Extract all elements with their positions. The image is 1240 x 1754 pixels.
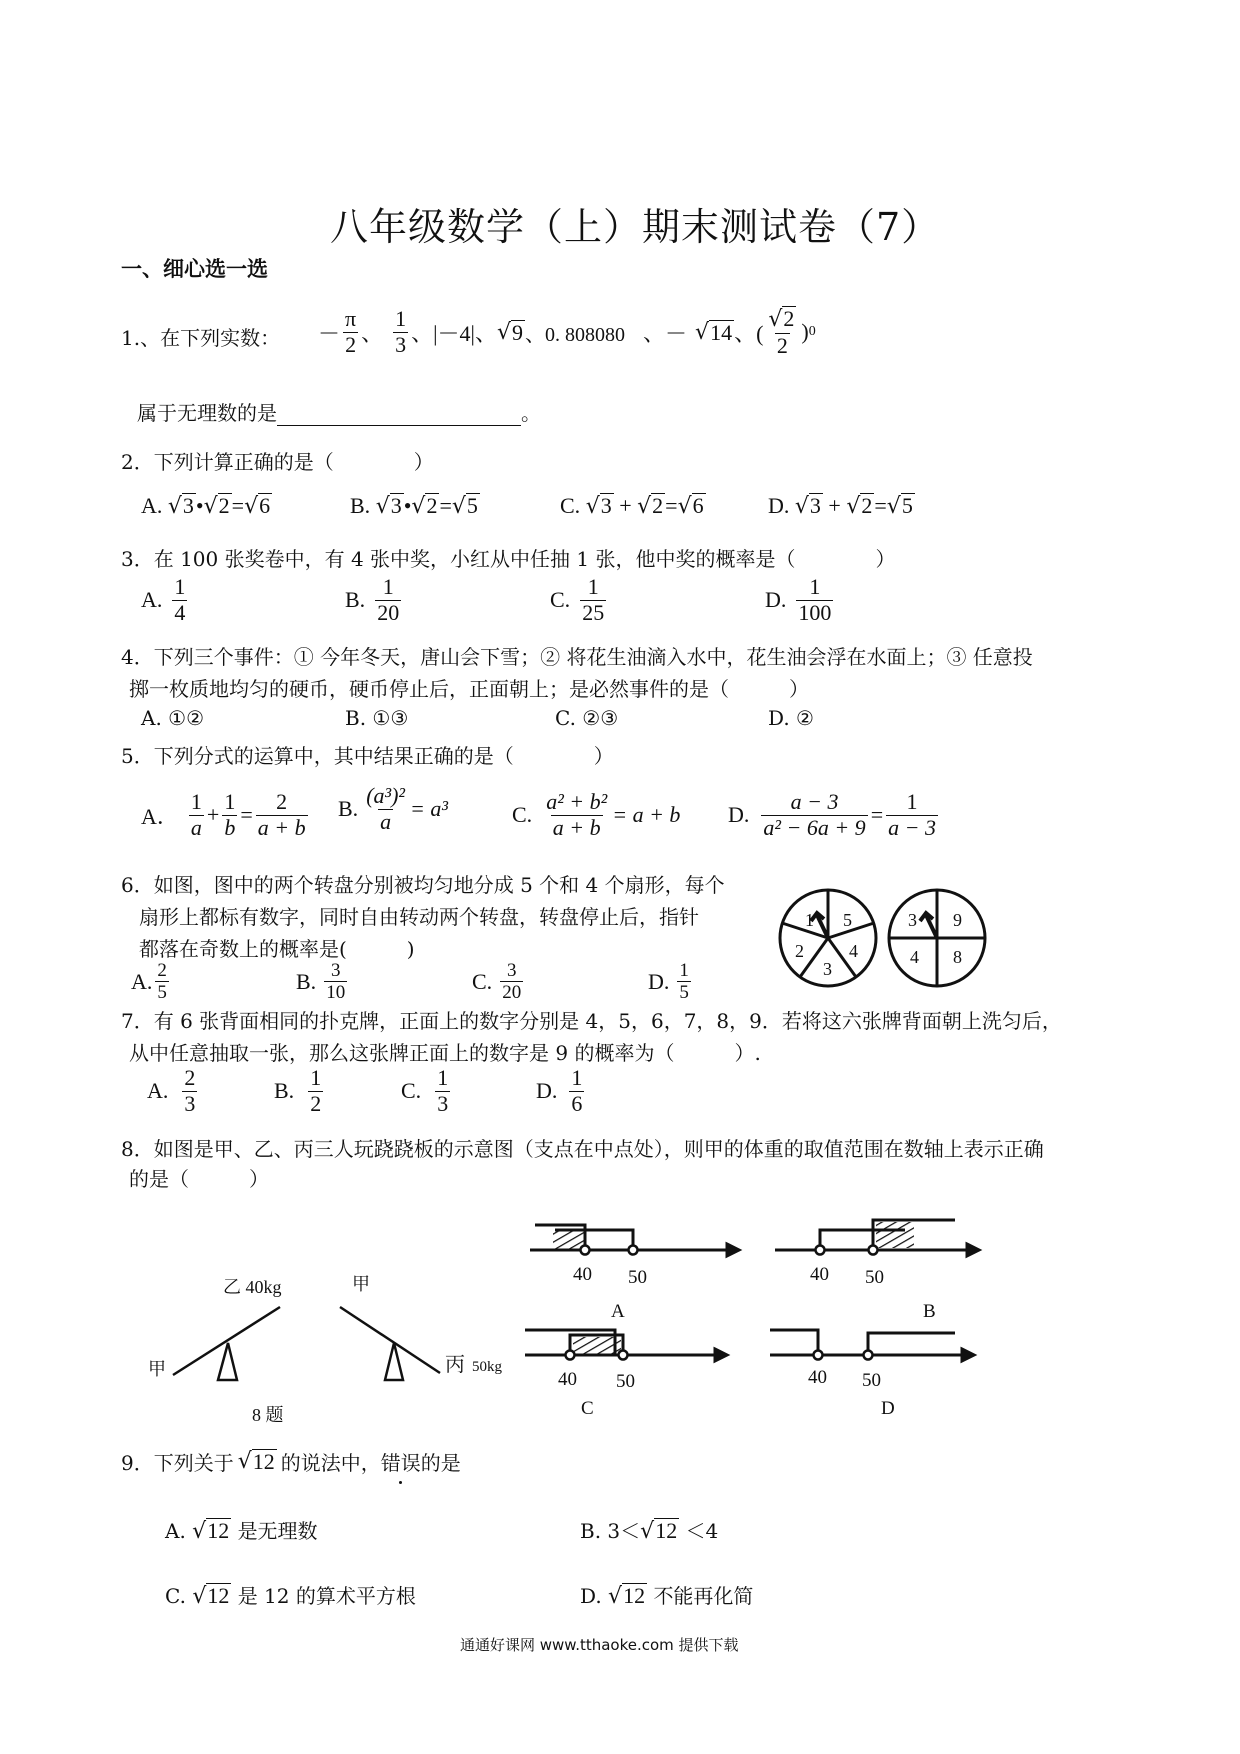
axis-tick-40: 40 [808, 1367, 827, 1388]
q5-option-d: D. $\frac{a - 3}{\text{a² − 6a + 9}}$ = $\frac{1}{a - 3}$ [728, 789, 936, 840]
q4-option-b: B. ①③ [345, 706, 409, 730]
q7-line2: 从中任意抽取一张，那么这张牌正面上的数字是 9 的概率为（ ）. [129, 1041, 761, 1065]
q7-option-d: D. $\frac{1}{6}$ [536, 1065, 583, 1116]
q3-stem: 3．在 100 张奖卷中，有 4 张中奖，小红从中任抽 1 张，他中奖的概率是（ ） [121, 547, 896, 571]
q9-option-c: C. √12 是 12 的算术平方根 [165, 1583, 416, 1609]
spinner-four [889, 890, 985, 986]
seesaw-jia-left: 甲 [148, 1359, 166, 1379]
q2-option-a: A. √3•√2=√6 [141, 493, 271, 519]
axis-tick-50: 50 [862, 1370, 881, 1391]
q6-option-b: B. $\frac{3}{10}$ [296, 960, 346, 1004]
seesaw-jia-right: 甲 [352, 1274, 370, 1294]
q7-option-c: C. $\frac{1}{3}$ [401, 1065, 449, 1116]
q3-option-c: C. $\frac{1}{25}$ [550, 574, 605, 625]
q2-option-d: D. √3 + √2=√5 [768, 493, 913, 519]
q6-line3: 都落在奇数上的概率是( ) [139, 937, 415, 961]
axis-tick-50: 50 [628, 1267, 647, 1288]
q4-line2: 掷一枚质地均匀的硬币，硬币停止后，正面朝上；是必然事件的是（ ） [129, 677, 809, 701]
q1-frac-third: $\frac{1}{3}$ [395, 306, 407, 357]
axis-tick-50: 50 [616, 1371, 635, 1392]
q5-stem: 5．下列分式的运算中，其中结果正确的是（ ） [121, 744, 614, 768]
axis-tick-40: 40 [573, 1264, 592, 1285]
q7-option-a: A. $\frac{2}{3}$ [147, 1065, 196, 1116]
q6-option-a: A. $\frac{2}{5}$ [131, 960, 167, 1004]
spinner1-sector: 4 [849, 941, 858, 961]
q3-option-d: D. $\frac{1}{100}$ [765, 574, 832, 625]
option-label-a: A [611, 1301, 625, 1322]
q1-frac-pi: $\frac{\pi}{2}$ [345, 306, 357, 357]
q3-option-a: A. $\frac{1}{4}$ [141, 574, 186, 625]
q2-option-c: C. √3 + √2=√6 [560, 493, 704, 519]
seesaw-bing: 丙 [445, 1354, 465, 1376]
section-heading: 一、细心选一选 [121, 257, 268, 281]
q1-numbers: － $\frac{\pi}{2}$ 、 $\frac{1}{3}$ 、 |－4| 、 √ 9 、0. 808080 、－ √ 14 、( $\frac{√2}{2}$ ) 0 [318, 306, 816, 358]
option-label-c: C [581, 1398, 594, 1419]
spinner2-sector: 3 [908, 910, 917, 930]
spinner1-sector: 3 [823, 959, 832, 979]
q2-option-b: B. √3•√2=√5 [350, 493, 478, 519]
option-label-b: B [923, 1301, 936, 1322]
spinner-figure [775, 885, 1025, 995]
footer-credit: 通通好课网 www.tthaoke.com 提供下载 [460, 1636, 739, 1654]
spinner1-sector: 1 [805, 910, 814, 930]
q8-line1: 8．如图是甲、乙、丙三人玩跷跷板的示意图（支点在中点处），则甲的体重的取值范围在数轴上表示正确 [121, 1137, 1044, 1161]
q8-line2: 的是（ ） [129, 1167, 269, 1191]
answer-blank[interactable] [277, 403, 521, 426]
q5-option-a: A． $\frac{1}{a}$ + $\frac{1}{b}$ = $\frac{2}{a + b}$ [141, 789, 306, 840]
q1-answer-line: 属于无理数的是 。 [137, 401, 541, 425]
q1-abs: |－4| [433, 320, 475, 346]
q2-stem: 2．下列计算正确的是（ ） [121, 450, 434, 474]
page-title: 八年级数学（上）期末测试卷（7） [330, 205, 941, 249]
q4-option-c: C. ②③ [555, 706, 619, 730]
spinner1-sector: 5 [843, 910, 852, 930]
number-lines [515, 1215, 995, 1430]
q1-sqrt14: 14 [710, 320, 733, 346]
axis-tick-50: 50 [865, 1267, 884, 1288]
spinner2-sector: 8 [953, 947, 962, 967]
q5-option-c: C. $\frac{\text{a² + b²}}{a + b}$ = a + b [512, 789, 681, 840]
seesaw-caption: 8 题 [252, 1405, 284, 1425]
option-label-d: D [881, 1398, 895, 1419]
seesaw-yi-label: 乙 40kg [223, 1277, 282, 1297]
q6-option-c: C. $\frac{3}{20}$ [472, 960, 522, 1004]
q9-option-a: A. √12 是无理数 [165, 1518, 318, 1544]
q7-line1: 7．有 6 张背面相同的扑克牌，正面上的数字分别是 4，5，6，7，8，9．若将这六张牌背面朝上洗匀后， [121, 1009, 1062, 1033]
q1-minus: － [318, 320, 341, 346]
axis-tick-40: 40 [558, 1369, 577, 1390]
q3-option-b: B. $\frac{1}{20}$ [345, 574, 400, 625]
q4-option-a: A. ①② [141, 706, 205, 730]
q1-sqrt9: 9 [512, 320, 524, 346]
seesaw-figure [140, 1255, 520, 1430]
q1-frac-root2: $\frac{√2}{2}$ [768, 306, 795, 358]
q5-option-b: B. $\frac{\text{(a³)²}}{a}$ = a³ [338, 783, 448, 834]
spinner1-sector: 2 [795, 941, 804, 961]
q1-lead: 1.、在下列实数： [121, 326, 281, 350]
q9-stem: 9．下列关于 √ 12 的说法中， 错误 的是 [121, 1449, 461, 1475]
emphasis-word: 错误 [381, 1447, 421, 1476]
q9-option-d: D. √12 不能再化简 [580, 1583, 754, 1609]
spinner2-sector: 9 [953, 910, 962, 930]
q6-line2: 扇形上都标有数字，同时自由转动两个转盘，转盘停止后，指针 [139, 905, 699, 929]
q4-option-d: D. ② [768, 706, 814, 730]
axis-tick-40: 40 [810, 1264, 829, 1285]
q6-option-d: D. $\frac{1}{5}$ [648, 960, 689, 1004]
q9-option-b: B. 3＜√12 ＜4 [580, 1518, 719, 1544]
seesaw-bing-weight: 50kg [472, 1359, 502, 1375]
spinner2-sector: 4 [910, 947, 919, 967]
q7-option-b: B. $\frac{1}{2}$ [274, 1065, 322, 1116]
q4-line1: 4．下列三个事件：① 今年冬天，唐山会下雪；② 将花生油滴入水中，花生油会浮在水面上；③ 任意投 [121, 645, 1033, 669]
q6-line1: 6．如图，图中的两个转盘分别被均匀地分成 5 个和 4 个扇形，每个 [121, 873, 725, 897]
